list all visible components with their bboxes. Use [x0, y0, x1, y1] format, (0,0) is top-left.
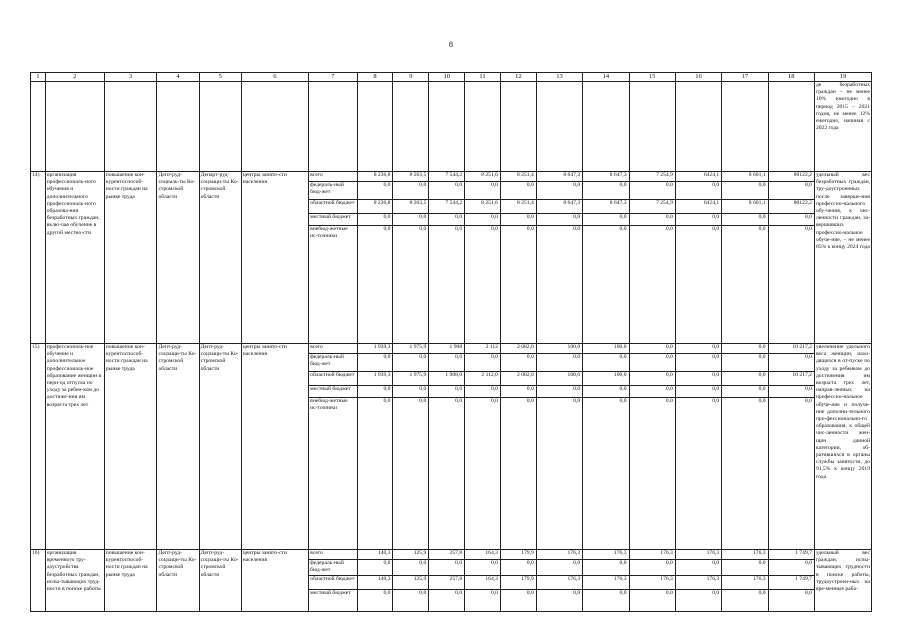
- budget-value: 0,0: [583, 214, 629, 226]
- budget-value: 100,0: [583, 344, 629, 354]
- column-number: 19: [814, 73, 871, 82]
- budget-value: 8 251,4: [500, 172, 536, 182]
- budget-value: 179,9: [500, 550, 536, 560]
- budget-value: 0,0: [429, 214, 465, 226]
- responsible-executor: Депт-руд-соцзащи-ты Ко-стромской области: [157, 344, 199, 550]
- budget-value: 0,0: [465, 214, 501, 226]
- budget-value: 8 263,5: [393, 172, 429, 182]
- budget-value: 2 112,0: [465, 372, 501, 386]
- budget-value: 8 251,4: [500, 200, 536, 214]
- budget-value: 176,3: [629, 550, 675, 560]
- budget-value: 176,3: [675, 550, 721, 560]
- budget-value: 0,0: [429, 182, 465, 200]
- budget-source: федераль-ный бюд-жет: [309, 182, 357, 200]
- column-number: 8: [357, 73, 393, 82]
- budget-source: местный бюджет: [309, 214, 357, 226]
- budget-value: 0,0: [500, 214, 536, 226]
- budget-value: 8 236,8: [357, 172, 393, 182]
- budget-value: 1 975,9: [393, 372, 429, 386]
- budget-value: 0,0: [357, 398, 393, 550]
- column-number: 15: [629, 73, 675, 82]
- column-number: 12: [500, 73, 536, 82]
- budget-value: 8 647,3: [536, 200, 582, 214]
- budget-value: 176,3: [536, 576, 582, 590]
- budget-value: 8 647,3: [583, 200, 629, 214]
- measure-goal: повышение кон-курентоспособ-ности граждан на рынке труда: [104, 172, 157, 344]
- budget-value: 0,0: [583, 590, 629, 612]
- budget-value: 0,0: [393, 398, 429, 550]
- budget-value: 0,0: [629, 354, 675, 372]
- measure-name: профессиональ-ное обучение и дополнительное профессиональ-ное образование женщин в пери-од отпуска по уходу за ребен-ком до достиже-ния им возраста трех лет: [45, 344, 104, 550]
- budget-value: 6424,1: [675, 200, 721, 214]
- budget-value: 0,0: [465, 590, 501, 612]
- budget-value: 0,0: [429, 590, 465, 612]
- budget-value: 10 217,2: [768, 344, 814, 354]
- budget-value: 0,0: [583, 226, 629, 344]
- budget-value: 0,0: [629, 214, 675, 226]
- row-number: 16): [31, 550, 46, 612]
- budget-value: 0,0: [722, 386, 768, 398]
- expected-result: удельный вес безработных граждан, тру-доустроенных после заверше-ния профессио-нального обу-чения, к чис-ленности граждан, за-вершивших профессио-нальное обуче-ние, – не менее 85% к концу 2024 года: [814, 172, 871, 344]
- budget-value: 0,0: [393, 182, 429, 200]
- column-number: 10: [429, 73, 465, 82]
- responsible-executor: Депт-руд-социаль-ты Ко-стромской области: [157, 172, 199, 344]
- page-number: 8: [449, 40, 453, 49]
- responsible-executor: Депт-руд-соцзащи-ты Ко-стромской области: [157, 550, 199, 612]
- budget-value: 8 647,3: [536, 172, 582, 182]
- budget-value: 0,0: [500, 386, 536, 398]
- budget-value: 0,0: [429, 398, 465, 550]
- budget-value: 0,0: [768, 398, 814, 550]
- budget-source: всего: [309, 172, 357, 182]
- budget-value: 0,0: [393, 354, 429, 372]
- budget-value: 0,0: [722, 372, 768, 386]
- measure-name: организация временного тру-доустройства безработных граждан, испы-тывающих труд-ности в поиске работы: [45, 550, 104, 612]
- budget-value: 0,0: [536, 214, 582, 226]
- budget-value: 0,0: [583, 398, 629, 550]
- budget-value: 176,3: [722, 576, 768, 590]
- budget-value: 140,3: [357, 576, 393, 590]
- budget-value: 0,0: [500, 354, 536, 372]
- budget-value: 0,0: [675, 344, 721, 354]
- participants: центры занято-сти населения: [241, 344, 308, 550]
- measure-goal: повышение кон-курентоспособ-ности граждан на рынке труда: [104, 344, 157, 550]
- expected-result: увеличение удельного веса женщин, нахо-дящихся в от-пуске по уходу за ребенком до достижения им возраста трех лет, направ-ленных на профессио-нальное обуче-ние и получе-ние дополни-тельного про-фессионально-го образования, к общей чис-ленности жен-щин данной категории, об-ратившихся в органы службы занятости, до 91,5% к концу 2019 года: [814, 344, 871, 550]
- budget-value: 0,0: [768, 214, 814, 226]
- budget-source: федераль-ный бюд-жет: [309, 560, 357, 576]
- budget-value: 0,0: [429, 226, 465, 344]
- budget-value: 0,0: [357, 590, 393, 612]
- participants: центры занято-сти населения: [241, 550, 308, 612]
- budget-value: 0,0: [393, 386, 429, 398]
- budget-value: 176,3: [629, 576, 675, 590]
- budget-value: 0,0: [629, 372, 675, 386]
- budget-value: 8 251,6: [465, 200, 501, 214]
- measure-goal: повышение кон-курентоспособ-ности граждан на рынке труда: [104, 550, 157, 612]
- budget-value: 8 647,3: [583, 172, 629, 182]
- budget-value: 2 082,0: [500, 344, 536, 354]
- budget-value: 0,0: [465, 354, 501, 372]
- budget-value: 0,0: [536, 398, 582, 550]
- column-number: 3: [104, 73, 157, 82]
- budget-value: 0,0: [768, 182, 814, 200]
- budget-value: 0,0: [500, 398, 536, 550]
- budget-value: 0,0: [536, 590, 582, 612]
- budget-value: 179,9: [500, 576, 536, 590]
- budget-value: 0,0: [722, 226, 768, 344]
- column-number: 13: [536, 73, 582, 82]
- budget-value: 0,0: [675, 182, 721, 200]
- budget-value: 0,0: [583, 182, 629, 200]
- budget-value: 176,3: [583, 576, 629, 590]
- budget-value: 0,0: [465, 398, 501, 550]
- budget-value: 0,0: [722, 398, 768, 550]
- budget-value: 0,0: [675, 354, 721, 372]
- budget-value: 0,0: [429, 386, 465, 398]
- budget-value: 0,0: [393, 590, 429, 612]
- budget-value: 0,0: [536, 226, 582, 344]
- budget-value: 0,0: [768, 560, 814, 576]
- budget-value: 8 251,6: [465, 172, 501, 182]
- column-number: 4: [157, 73, 199, 82]
- budget-value: 125,9: [393, 576, 429, 590]
- budget-value: 2 082,0: [500, 372, 536, 386]
- budget-source: областной бюджет: [309, 576, 357, 590]
- program-table: [30, 72, 872, 612]
- budget-value: 0,0: [629, 560, 675, 576]
- budget-value: 0,0: [675, 226, 721, 344]
- co-executor: Департ-руд-соцзащи-ты Ко-стромской области: [199, 172, 241, 344]
- column-number: 17: [722, 73, 768, 82]
- budget-source: всего: [309, 550, 357, 560]
- budget-value: 140,3: [357, 550, 393, 560]
- budget-row: [31, 550, 872, 560]
- budget-value: 0,0: [536, 386, 582, 398]
- budget-value: 8 601,1: [722, 172, 768, 182]
- budget-value: 1 749,7: [768, 550, 814, 560]
- budget-value: 0,0: [465, 386, 501, 398]
- column-number: 11: [465, 73, 501, 82]
- budget-value: 0,0: [722, 182, 768, 200]
- budget-value: 0,0: [629, 226, 675, 344]
- budget-value: 0,0: [429, 354, 465, 372]
- budget-value: 1 908: [429, 344, 465, 354]
- budget-value: 7 254,9: [629, 172, 675, 182]
- budget-value: 0,0: [675, 398, 721, 550]
- budget-value: 1 975,9: [393, 344, 429, 354]
- budget-value: 0,0: [357, 560, 393, 576]
- budget-value: 0,0: [722, 214, 768, 226]
- budget-value: 0,0: [393, 214, 429, 226]
- budget-value: 257,8: [429, 550, 465, 560]
- budget-value: 0,0: [722, 344, 768, 354]
- budget-value: 8 263,5: [393, 200, 429, 214]
- budget-source: областной бюджет: [309, 372, 357, 386]
- budget-value: 100,0: [536, 344, 582, 354]
- budget-value: 164,3: [465, 576, 501, 590]
- budget-value: 100,0: [583, 372, 629, 386]
- budget-value: 0,0: [768, 386, 814, 398]
- budget-value: 0,0: [536, 182, 582, 200]
- budget-value: 0,0: [393, 560, 429, 576]
- participants: центры занято-сти населения: [241, 172, 308, 344]
- budget-value: 0,0: [675, 560, 721, 576]
- budget-value: 176,3: [675, 576, 721, 590]
- budget-value: 0,0: [357, 354, 393, 372]
- budget-value: 0,0: [675, 214, 721, 226]
- budget-value: 7 254,9: [629, 200, 675, 214]
- budget-value: 0,0: [675, 386, 721, 398]
- budget-value: 80122,2: [768, 172, 814, 182]
- budget-value: 0,0: [583, 560, 629, 576]
- measure-name: организация профессиональ-ного обучения и дополнительного профессиональ-ного образова-ния безработных граждан, вклю-чая обучение в другой местно-сти: [45, 172, 104, 344]
- budget-source: всего: [309, 344, 357, 354]
- budget-value: 0,0: [629, 182, 675, 200]
- budget-value: 0,0: [429, 560, 465, 576]
- budget-value: 0,0: [583, 386, 629, 398]
- co-executor: Депт-руд-соцзащи-ты Ко-стромской области: [199, 344, 241, 550]
- budget-value: 176,3: [722, 550, 768, 560]
- budget-value: 0,0: [357, 226, 393, 344]
- column-number: 7: [309, 73, 357, 82]
- column-number: 14: [583, 73, 629, 82]
- column-number: 6: [241, 73, 308, 82]
- budget-source: внебюд-жетные ис-точники: [309, 226, 357, 344]
- budget-source: местный бюджет: [309, 386, 357, 398]
- budget-value: 8 601,1: [722, 200, 768, 214]
- budget-value: 100,0: [536, 372, 582, 386]
- budget-value: 0,0: [629, 344, 675, 354]
- budget-value: 0,0: [500, 590, 536, 612]
- row-number: 14): [31, 172, 46, 344]
- budget-value: 0,0: [768, 226, 814, 344]
- budget-value: 1 939,3: [357, 344, 393, 354]
- budget-source: внебюд-жетные ис-точники: [309, 398, 357, 550]
- budget-value: 0,0: [465, 182, 501, 200]
- budget-row: [31, 172, 872, 182]
- budget-value: 176,3: [536, 550, 582, 560]
- budget-value: 0,0: [675, 372, 721, 386]
- budget-value: 2 112: [465, 344, 501, 354]
- column-number: 9: [393, 73, 429, 82]
- continuation-row: [31, 82, 872, 172]
- budget-value: 0,0: [357, 214, 393, 226]
- budget-value: 125,9: [393, 550, 429, 560]
- column-number-row: [31, 73, 872, 82]
- budget-value: 0,0: [629, 590, 675, 612]
- column-number: 16: [675, 73, 721, 82]
- budget-source: местный бюджет: [309, 590, 357, 612]
- column-number: 5: [199, 73, 241, 82]
- column-number: 18: [768, 73, 814, 82]
- budget-value: 1 749,7: [768, 576, 814, 590]
- budget-value: 257,8: [429, 576, 465, 590]
- budget-value: 176,3: [583, 550, 629, 560]
- budget-value: 0,0: [583, 354, 629, 372]
- budget-value: 7 544,2: [429, 200, 465, 214]
- budget-value: 0,0: [536, 354, 582, 372]
- budget-value: 1 908,0: [429, 372, 465, 386]
- budget-value: 0,0: [357, 182, 393, 200]
- budget-value: 6424,1: [675, 172, 721, 182]
- budget-row: [31, 344, 872, 354]
- budget-value: 0,0: [768, 354, 814, 372]
- budget-value: 0,0: [675, 590, 721, 612]
- budget-value: 0,0: [536, 560, 582, 576]
- budget-value: 80122,2: [768, 200, 814, 214]
- budget-value: 164,3: [465, 550, 501, 560]
- budget-value: 0,0: [465, 226, 501, 344]
- budget-value: 0,0: [500, 182, 536, 200]
- budget-value: 0,0: [768, 590, 814, 612]
- budget-value: 0,0: [722, 354, 768, 372]
- budget-source: областной бюджет: [309, 200, 357, 214]
- budget-value: 10 217,2: [768, 372, 814, 386]
- budget-value: 0,0: [629, 398, 675, 550]
- budget-value: 0,0: [357, 386, 393, 398]
- budget-value: 8 236,8: [357, 200, 393, 214]
- budget-value: 7 544,2: [429, 172, 465, 182]
- column-number: 1: [31, 73, 46, 82]
- expected-result: удельный вес граждан, испы-тывающих трудности в поиске работы, трудоустроен-ных на вре-менные рабо-: [814, 550, 871, 612]
- budget-value: 0,0: [500, 226, 536, 344]
- co-executor: Депт-руд-соцзащи-ты Ко-стромской области: [199, 550, 241, 612]
- budget-value: 0,0: [393, 226, 429, 344]
- budget-value: 0,0: [465, 560, 501, 576]
- row-number: 15): [31, 344, 46, 550]
- column-number: 2: [45, 73, 104, 82]
- budget-value: 0,0: [629, 386, 675, 398]
- budget-value: 0,0: [722, 560, 768, 576]
- budget-value: 0,0: [500, 560, 536, 576]
- budget-source: федераль-ный бюд-жет: [309, 354, 357, 372]
- budget-value: 1 939,3: [357, 372, 393, 386]
- continuation-text: де безработных граждан – не менее 10% ежегодно в период 2015 – 2021 годов, не менее 12% ежегодно, начиная с 2022 года: [814, 82, 871, 172]
- budget-value: 0,0: [722, 590, 768, 612]
